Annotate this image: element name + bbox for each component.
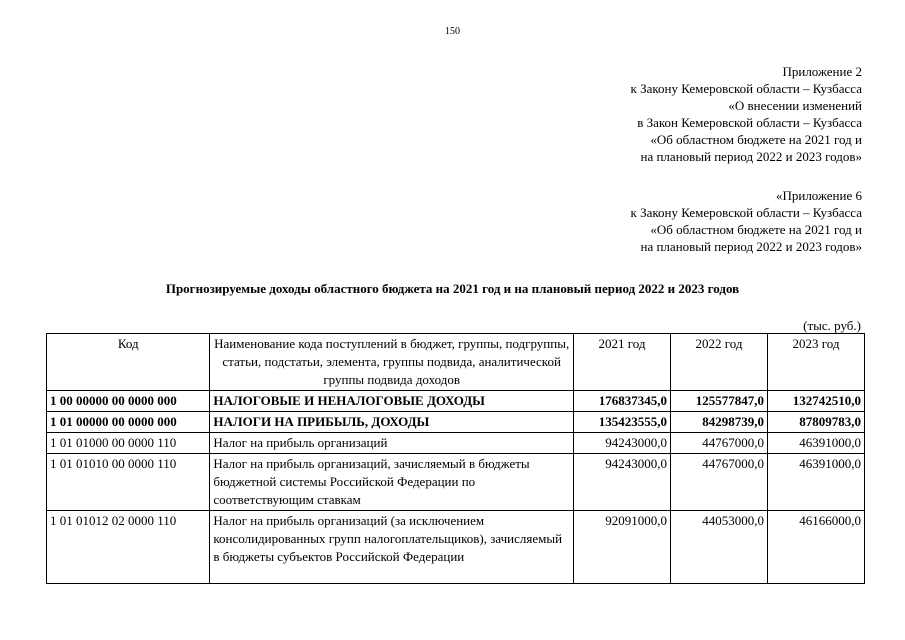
cell-2022: 44767000,0 [670, 433, 767, 454]
cell-2021: 135423555,0 [573, 412, 670, 433]
cell-2022: 84298739,0 [670, 412, 767, 433]
page-number: 150 [445, 26, 460, 37]
cell-code: 1 00 00000 00 0000 000 [47, 391, 210, 412]
cell-name: Налог на прибыль организаций (за исключением консолидированных групп налогоплательщиков), зачисляемый в бюджеты субъектов Российской Федерации [210, 511, 574, 584]
cell-2023: 46391000,0 [767, 454, 864, 511]
cell-2023: 46166000,0 [767, 511, 864, 584]
cell-2021: 176837345,0 [573, 391, 670, 412]
cell-name: Налог на прибыль организаций, зачисляемый в бюджеты бюджетной системы Российской Федерации по соответствующим ставкам [210, 454, 574, 511]
appendix-line: «О внесении изменений [728, 98, 862, 113]
cell-2023: 87809783,0 [767, 412, 864, 433]
appendix-reference-block-original [631, 187, 863, 255]
cell-code: 1 01 00000 00 0000 000 [47, 412, 210, 433]
cell-2021: 94243000,0 [573, 454, 670, 511]
appendix-line: «Об областном бюджете на 2021 год и [650, 132, 862, 147]
cell-name: Налог на прибыль организаций [210, 433, 574, 454]
table-row [47, 454, 865, 511]
table-row [47, 433, 865, 454]
cell-name: НАЛОГОВЫЕ И НЕНАЛОГОВЫЕ ДОХОДЫ [210, 391, 574, 412]
header-code: Код [47, 334, 210, 391]
cell-2021: 92091000,0 [573, 511, 670, 584]
appendix-line: к Закону Кемеровской области – Кузбасса [630, 205, 862, 220]
header-2023: 2023 год [767, 334, 864, 391]
cell-2023: 46391000,0 [767, 433, 864, 454]
cell-2021: 94243000,0 [573, 433, 670, 454]
appendix-line: к Закону Кемеровской области – Кузбасса [630, 81, 862, 96]
table-row [47, 412, 865, 433]
document-title: Прогнозируемые доходы областного бюджета на 2021 год и на плановый период 2022 и 2023 годов [165, 281, 740, 296]
table-row [47, 391, 865, 412]
cell-code: 1 01 01010 00 0000 110 [47, 454, 210, 511]
table-header-row [47, 334, 865, 391]
appendix-line: «Об областном бюджете на 2021 год и [650, 222, 862, 237]
appendix-reference-block [631, 63, 863, 165]
cell-code: 1 01 01000 00 0000 110 [47, 433, 210, 454]
appendix-line: Приложение 2 [782, 64, 862, 79]
cell-2022: 44767000,0 [670, 454, 767, 511]
cell-2023: 132742510,0 [767, 391, 864, 412]
cell-2022: 125577847,0 [670, 391, 767, 412]
table-row [47, 511, 865, 584]
cell-code: 1 01 01012 02 0000 110 [47, 511, 210, 584]
header-name: Наименование кода поступлений в бюджет, группы, подгруппы, статьи, подстатьи, элемента, группы подвида, аналитической группы подвида доходов [210, 334, 574, 391]
appendix-line: на плановый период 2022 и 2023 годов» [640, 239, 862, 254]
appendix-line: на плановый период 2022 и 2023 годов» [640, 149, 862, 164]
appendix-line: «Приложение 6 [775, 188, 862, 203]
units-label: (тыс. руб.) [803, 318, 861, 333]
cell-2022: 44053000,0 [670, 511, 767, 584]
appendix-line: в Закон Кемеровской области – Кузбасса [637, 115, 862, 130]
cell-name: НАЛОГИ НА ПРИБЫЛЬ, ДОХОДЫ [210, 412, 574, 433]
income-table [46, 333, 865, 584]
header-2022: 2022 год [670, 334, 767, 391]
header-2021: 2021 год [573, 334, 670, 391]
